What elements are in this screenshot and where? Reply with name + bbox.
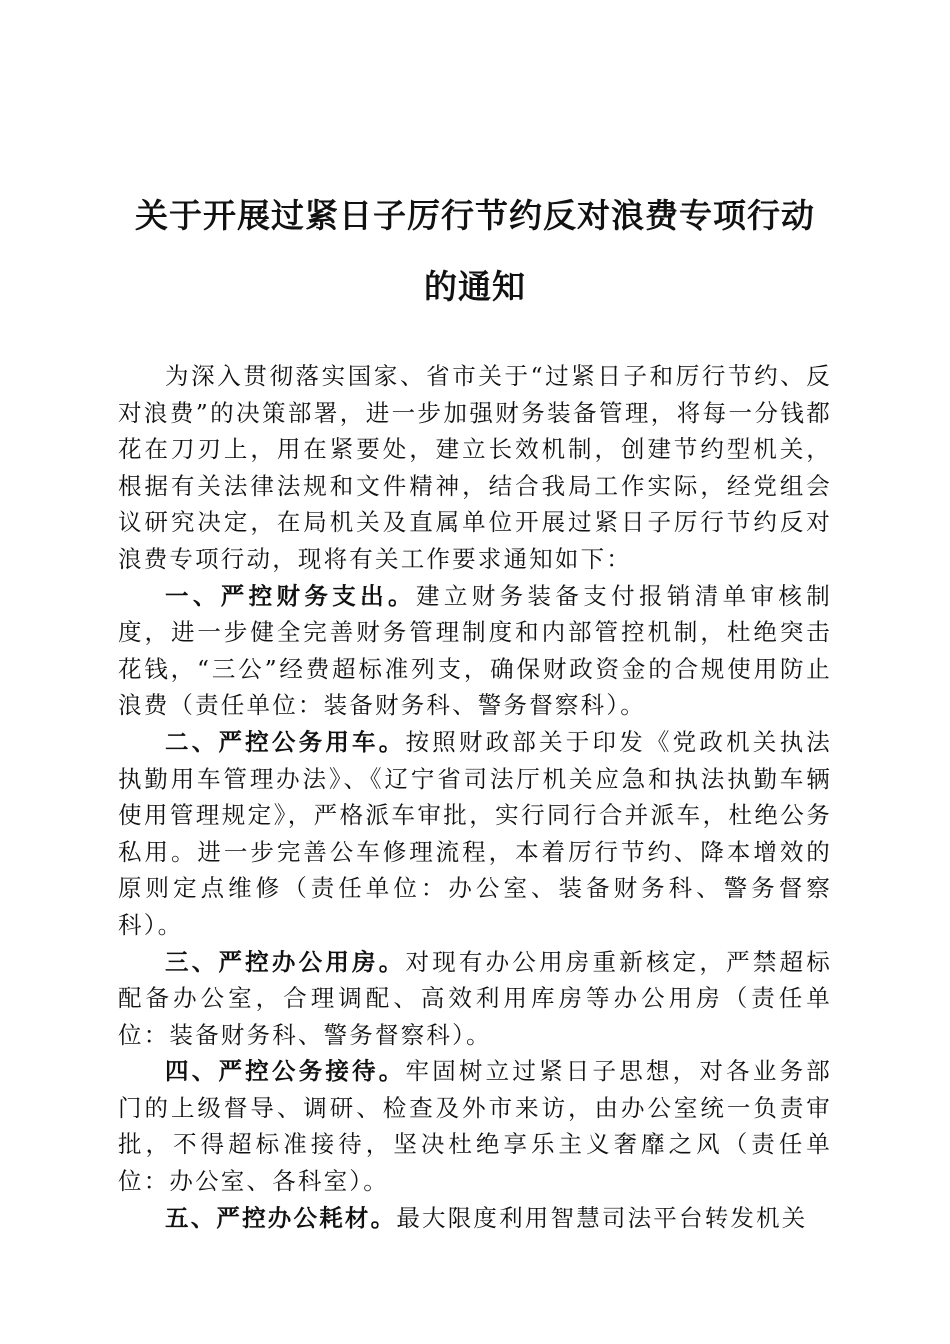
section-heading-1: 一、严控财务支出。 bbox=[165, 581, 416, 610]
document-body bbox=[118, 358, 832, 1236]
section-heading-2: 二、严控公务用车。 bbox=[165, 727, 406, 756]
section-paragraph-5 bbox=[118, 1200, 832, 1237]
section-paragraph-1 bbox=[118, 578, 832, 724]
intro-paragraph: 为深入贯彻落实国家、省市关于“过紧日子和厉行节约、反对浪费”的决策部署，进一步加强财务装备管理，将每一分钱都花在刀刃上，用在紧要处，建立长效机制，创建节约型机关，根据有关法律法规和文件精神，结合我局工作实际，经党组会议研究决定，在局机关及直属单位开展过紧日子厉行节约反对浪费专项行动，现将有关工作要求通知如下： bbox=[118, 362, 832, 573]
section-text-5: 最大限度利用智慧司法平台转发机关 bbox=[396, 1203, 808, 1232]
document-title-line-1: 关于开展过紧日子厉行节约反对浪费专项行动 bbox=[135, 196, 815, 235]
section-heading-3: 三、严控办公用房。 bbox=[165, 947, 406, 976]
section-text-3: 对现有办公用房重新核定，严禁超标配备办公室，合理调配、高效利用库房等办公用房（责任单位：装备财务科、警务督察科）。 bbox=[118, 947, 832, 1049]
section-paragraph-4 bbox=[118, 1053, 832, 1199]
section-heading-4: 四、严控公务接待。 bbox=[165, 1057, 406, 1086]
section-paragraph-3 bbox=[118, 944, 832, 1054]
section-text-1: 建立财务装备支付报销清单审核制度，进一步健全完善财务管理制度和内部管控机制，杜绝突击花钱，“三公”经费超标准列支，确保财政资金的合规使用防止浪费（责任单位：装备财务科、警务督察科）。 bbox=[118, 581, 833, 720]
document-title-line-2: 的通知 bbox=[424, 267, 526, 306]
section-text-4: 牢固树立过紧日子思想，对各业务部门的上级督导、调研、检查及外市来访，由办公室统一负责审批，不得超标准接待，坚决杜绝享乐主义奢靡之风（责任单位：办公室、各科室）。 bbox=[118, 1057, 832, 1196]
section-paragraph-2 bbox=[118, 724, 832, 944]
section-heading-5: 五、严控办公耗材。 bbox=[165, 1203, 397, 1232]
section-text-2: 按照财政部关于印发《党政机关执法执勤用车管理办法》、《辽宁省司法厅机关应急和执法执勤车辆使用管理规定》，严格派车审批，实行同行合并派车，杜绝公务私用。进一步完善公车修理流程，本着厉行节约、降本增效的原则定点维修（责任单位：办公室、装备财务科、警务督察科）。 bbox=[118, 727, 832, 939]
